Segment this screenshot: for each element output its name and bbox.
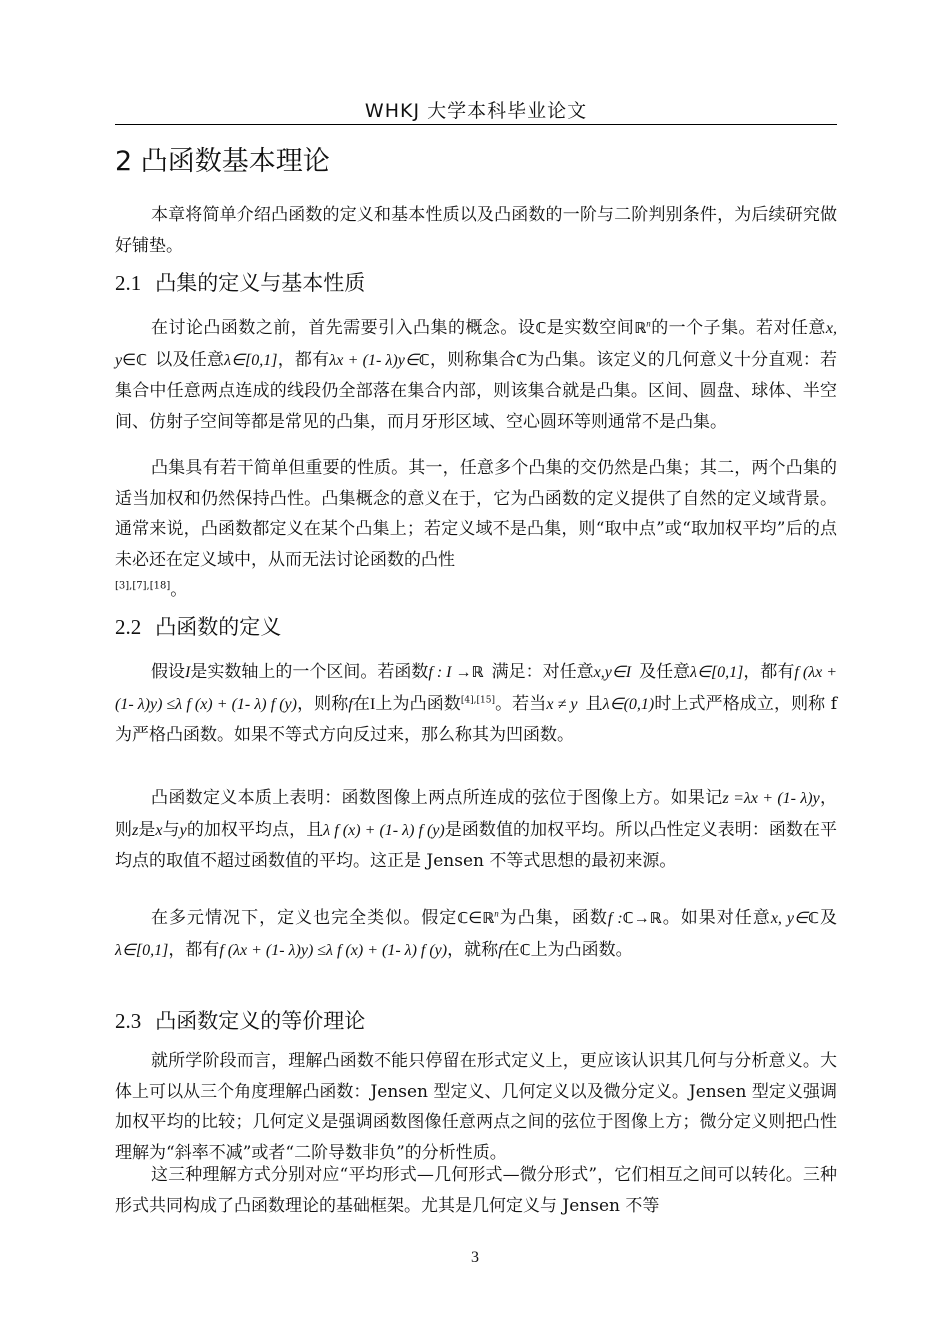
section-2-1-heading (115, 267, 365, 297)
section-2-3-heading (115, 1005, 365, 1035)
section-title: 凸函数的定义 (155, 615, 282, 639)
section-number: 2.1 (115, 271, 142, 295)
formula-map: f : I → (428, 664, 472, 681)
formula-x-y: x, y (115, 320, 838, 369)
citation: [4],[15] (460, 694, 495, 705)
three-forms-paragraph: 这三种理解方式分别对应“平均形式—几何形式—微分形式”，它们相互之间可以转化。三种形式共同构成了凸函数理论的基础框架。尤其是几何定义与 Jensen 不等 (115, 1165, 837, 1216)
formula-weighted-average: λ f (x) + (1- λ) f (y) (323, 821, 445, 839)
section-title: 凸函数定义的等价理论 (155, 1009, 366, 1033)
convex-set-definition-paragraph: 在讨论凸函数之前，首先需要引入凸集的概念。设ℂ是实数空间ℝ$^n$的一个子集。若对任意x, y∈ℂ 以及任意λ∈[0,1]，都有λx + (1- λ)y∈ℂ，则称集合ℂ为凸集。该定义的几何意义十分直观：若集合中任意两点连成的线段仍全部落在集合内部，则该集合就是凸集。区间、圆盘、球体、半空间、仿射子空间等都是常见的凸集，而月牙形区域、空心圆环等则通常不是凸集。 (115, 318, 838, 432)
intro-paragraph: 本章将简单介绍凸函数的定义和基本性质以及凸函数的一阶与二阶判别条件，为后续研究做好铺垫。 (115, 205, 837, 256)
section-2-2-heading (115, 611, 281, 641)
formula-z: z =λx + (1- λ)y (722, 790, 820, 807)
formula-jensen-inequality-multivariate: f (λx + (1- λ)y) ≤λ f (x) + (1- λ) f (y) (219, 941, 448, 959)
chapter-title: 2 凸函数基本理论 (115, 146, 330, 177)
section-number: 2.2 (115, 615, 142, 639)
convex-function-definition-paragraph: 假设I是实数轴上的一个区间。若函数f : I →ℝ 满足：对任意x,y∈I 及任意λ∈[0,1]，都有f (λx + (1- λ)y) ≤λ f (x) + (1- λ) f (y)，则称f在I上为凸函数[4],[15]。若当x ≠ y 且λ∈(0,1)时上式严格成立，则称 f 为严格凸函数。如果不等式方向反过来，那么称其为凹函数。 (115, 662, 838, 745)
section-title: 凸集的定义与基本性质 (155, 271, 366, 295)
formula-jensen-inequality: f (λx + (1- λ)y) ≤λ f (x) + (1- λ) f (y) (115, 664, 838, 713)
equivalent-views-paragraph: 就所学阶段而言，理解凸函数不能只停留在形式定义上，更应该认识其几何与分析意义。大体上可以从三个角度理解凸函数：Jensen 型定义、几何定义以及微分定义。Jensen 型定义强调加权平均的比较；几何定义是强调函数图像任意两点之间的弦位于图像上方；微分定义则把凸性理解为“斜率不减”或者“二阶导数非负”的分析性质。 (115, 1051, 837, 1163)
geometric-meaning-paragraph: 凸函数定义本质上表明：函数图像上两点所连成的弦位于图像上方。如果记z =λx + (1- λ)y，则z是x与y的加权平均点，且λ f (x) + (1- λ) f (y)是函数值的加权平均。所以凸性定义表明：函数在平均点的取值不超过函数值的平均。这正是 Jensen 不等式思想的最初来源。 (115, 788, 838, 871)
convex-set-properties-paragraph: 凸集具有若干简单但重要的性质。其一，任意多个凸集的交仍然是凸集；其二，两个凸集的适当加权和仍然保持凸性。凸集概念的意义在于，它为凸函数的定义提供了自然的定义域背景。通常来说，凸函数都定义在某个凸集上；若定义域不是凸集，则“取中点”或“取加权平均”后的点未必还在定义域中，从而无法讨论函数的凸性 [3],[7],[18]。 (115, 458, 837, 600)
section-number: 2.3 (115, 1009, 142, 1033)
real-space-symbol: ℝ (634, 319, 647, 337)
formula-convex-combination: λx + (1- λ)y∈ (329, 351, 419, 369)
multivariate-definition-paragraph: 在多元情况下，定义也完全类似。假定ℂ∈ℝ$^n$为凸集，函数f :ℂ→ℝ。如果对任意x, y∈ℂ及λ∈[0,1]，都有f (λx + (1- λ)y) ≤λ f (x) + (1- λ) f (y)，就称f在ℂ上为凸函数。 (115, 908, 837, 960)
running-header: WHKJ 大学本科毕业论文 (364, 100, 588, 122)
citation: [3],[7],[18] (115, 580, 171, 592)
page-number: 3 (471, 1249, 479, 1266)
header-rule (115, 124, 837, 125)
formula-lambda-range: λ∈[0,1] (224, 351, 278, 369)
set-symbol: ℂ (535, 319, 547, 337)
